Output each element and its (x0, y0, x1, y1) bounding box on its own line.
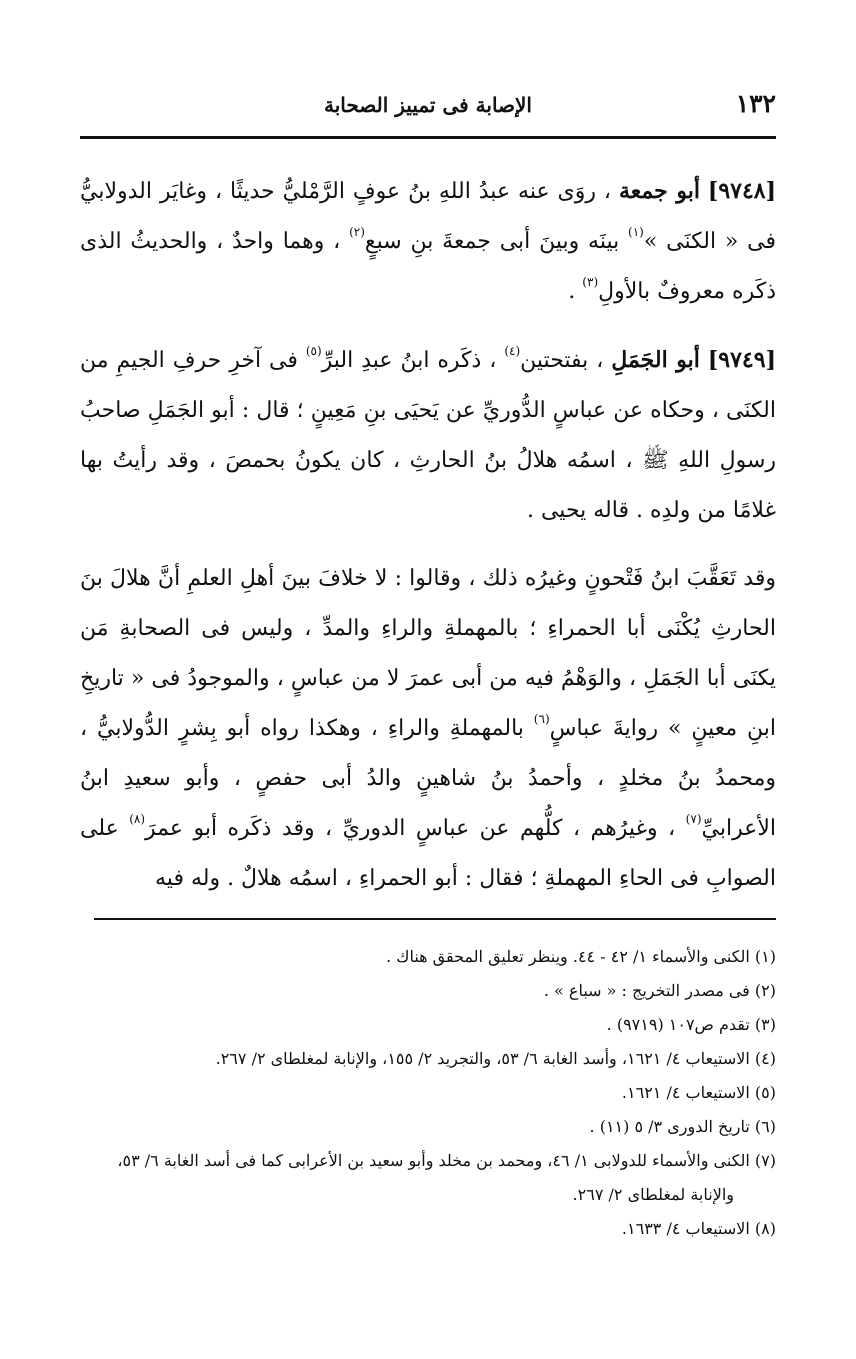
entry-text: ، وغيرُهم ، كلُّهم عن عباسٍ الدوريِّ ، وقد ذكَره أبو عمرَ (145, 816, 676, 841)
footnote: (١) الكنى والأسماء ١/ ٤٢ - ٤٤. وينظر تعليق المحقق هناك . (386, 947, 776, 966)
footnote: (٤) الاستيعاب ٤/ ١٦٢١، وأسد الغابة ٦/ ٥٣، والتجريد ٢/ ١٥٥، والإنابة لمغلطاى ٢/ ٢٦٧. (215, 1049, 776, 1068)
entry-text: فى آخرِ حرفِ الجيمِ من الكنَى ، وحكاه عن عباسٍ الدُّوريِّ عن يَحيَى بنِ مَعِينٍ ؛ قال : أبو الجَمَلِ صاحبُ رسولِ اللهِ ﷺ ، اسمُه هلالُ بنُ الحارثِ ، كان يكونُ بحمصَ ، وقد رأيتُ بها غلامًا من ولدِه . قاله يحيى . (80, 348, 776, 523)
commentary-paragraph (80, 554, 776, 904)
footnote-marker: (٤) (504, 344, 521, 358)
footnote: (٢) فى مصدر التخريج : « سباع » . (543, 981, 776, 1000)
footnotes (80, 940, 776, 1246)
footnote-marker: (٨) (129, 812, 146, 826)
entry-9749 (80, 335, 776, 536)
footnote: (٦) تاريخ الدورى ٣/ ٥ (١١) . (589, 1117, 776, 1136)
page-header (80, 88, 776, 130)
footnote-marker: (٢) (349, 225, 365, 239)
entry-text: ، ذكَره ابنُ عبدِ البرِّ (321, 348, 497, 373)
footnote-marker: (٣) (582, 275, 599, 289)
entry-9748 (80, 166, 776, 317)
footnote: (٣) تقدم ص١٠٧ (٩٧١٩) . (606, 1015, 776, 1034)
footnote: (٨) الاستيعاب ٤/ ١٦٣٣. (621, 1219, 776, 1238)
footnote-marker: (٦) (533, 712, 550, 726)
entry-text: وقد تَعَقَّبَ ابنُ فَتْحونٍ وغيرُه ذلك ، وقالوا : لا خلافَ بينَ أهلِ العلمِ أنَّ هلالَ بنَ الحارثِ يُكْنَى أبا الحمراءِ ؛ بالمهملةِ والراءِ والمدِّ ، وليس فى الصحابةِ مَن يكنَى أبا الجَمَلِ ، والوَهْمُ فيه من أبى عمرَ لا من عباسٍ ، والموجودُ فى « تاريخِ ابنِ معينٍ » روايةَ عباسٍ (80, 566, 776, 741)
entry-text: بالمهملةِ والراءِ ، وهكذا رواه أبو بِشرٍ الدُّولابيُّ ، ومحمدُ بنُ مخلدٍ ، وأحمدُ بنُ شاهينٍ والدُ أبى حفصٍ ، وأبو سعيدِ ابنُ الأعرابيِّ (80, 716, 776, 841)
footnote: (٧) الكنى والأسماء للدولابى ١/ ٤٦، ومحمد بن مخلد وأبو سعيد بن الأعرابى كما فى أسد الغابة ٦/ ٥٣، والإنابة لمغلطاى ٢/ ٢٦٧. (117, 1151, 776, 1204)
footnote-divider (94, 918, 776, 920)
entry-text: ، بفتحتين (520, 348, 604, 373)
footnote-marker: (٥) (305, 344, 322, 358)
entry-text: ، روَى عنه عبدُ اللهِ بنُ عوفٍ الرَّمْليُّ حديثًا ، وغايَر الدولابيُّ فى « الكنَى » (80, 179, 776, 254)
footnote-marker: (٧) (685, 812, 702, 826)
header-divider (80, 136, 776, 139)
entry-name: أبو الجَمَلِ (611, 347, 700, 373)
entry-name: أبو جمعة (619, 178, 700, 204)
entry-number: [٩٧٤٩] (707, 347, 776, 373)
entry-text: على الصوابِ فى الحاءِ المهملةِ ؛ فقال : أبو الحمراءِ ، اسمُه هلالٌ . وله فيه (80, 816, 776, 891)
running-title: الإصابة فى تمييز الصحابة (324, 93, 532, 117)
entry-text: . (568, 279, 576, 304)
page-number: ١٣٢ (735, 89, 776, 118)
main-text (80, 166, 776, 904)
footnote-marker: (١) (628, 225, 644, 239)
footnote: (٥) الاستيعاب ٤/ ١٦٢١. (621, 1083, 776, 1102)
entry-number: [٩٧٤٨] (707, 178, 776, 204)
entry-text: بينَه وبينَ أبى جمعةَ بنِ سبعٍ (364, 229, 620, 254)
entry-text: ، وهما واحدٌ ، والحديثُ الذى ذكَره معروفٌ بالأولِ (80, 229, 776, 304)
